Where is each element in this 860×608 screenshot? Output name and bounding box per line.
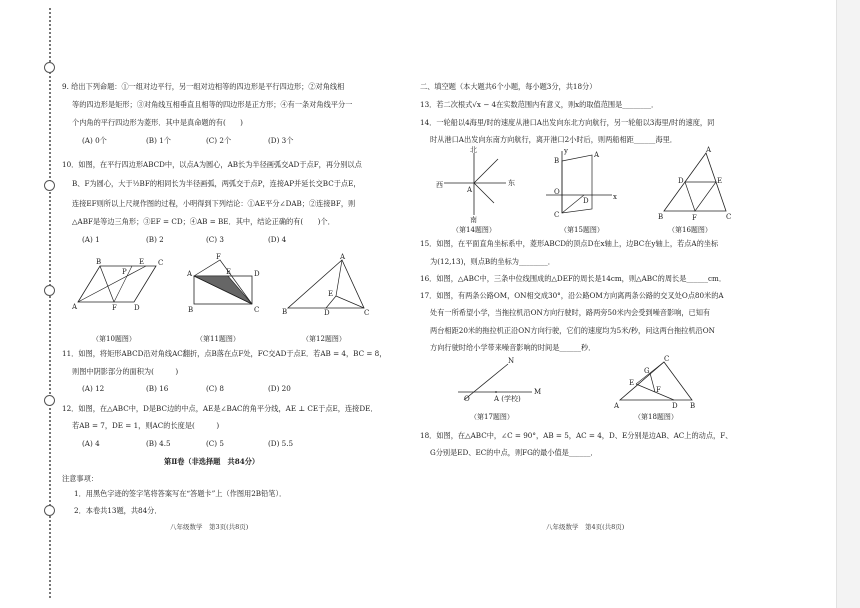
- q11-option-b: (B) 16: [146, 384, 169, 393]
- notes-title: 注意事项：: [62, 474, 98, 483]
- q12-option-b: (B) 4.5: [146, 439, 171, 448]
- fig16-label-c: C: [726, 213, 732, 221]
- note-2: 2．本卷共13题，共84分．: [74, 506, 162, 515]
- fig17-label-m: M: [534, 388, 542, 396]
- fill-in-section-header: 二、填空题（本大题共6个小题，每小题3分，共18分）: [420, 82, 597, 91]
- binding-hole: [44, 505, 55, 516]
- fig14-label-north: 北: [470, 146, 477, 154]
- fig15-label-c: C: [554, 211, 560, 219]
- fig11-label-f: F: [216, 253, 221, 261]
- q9-line1: 9. 给出下列命题：①一组对边平行，另一组对边相等的四边形是平行四边形；②对角线相: [62, 82, 345, 91]
- fig12-label-d: D: [324, 309, 330, 317]
- fig12-label-a: A: [340, 253, 346, 261]
- fig14-label-south: 南: [470, 216, 477, 224]
- caption-fig18: （第18题图）: [634, 413, 678, 421]
- q12-line1: 12．如图，在△ABC中，D是BC边的中点，AE是∠BAC的角平分线，AE ⊥ CE于点E，连接DE．: [62, 404, 378, 413]
- q9-option-a: (A) 0个: [82, 136, 107, 145]
- fig16-label-a: A: [706, 146, 712, 154]
- q10-option-c: (C) 3: [206, 235, 224, 244]
- fig17-label-n: N: [508, 357, 515, 365]
- figure-q10: [72, 256, 167, 316]
- q17-line3: 两台相距20米的拖拉机正沿ON方向行驶，它们的速度均为5米/秒，问这两台拖拉机沿ON: [430, 326, 715, 335]
- fig10-label-a: A: [72, 303, 78, 311]
- fig14-label-west: 西: [436, 181, 443, 189]
- fig17-label-o: O: [464, 395, 470, 403]
- q10-option-d: (D) 4: [268, 235, 287, 244]
- fig11-label-c: C: [254, 306, 260, 314]
- fig11-label-d: D: [254, 270, 260, 278]
- fig15-label-x: x: [613, 193, 617, 201]
- q10-line4: △ABF是等边三角形；③EF = CD；④AB = BE．其中，结论正确的有( )个．: [72, 217, 335, 226]
- q10-line1: 10．如图，在平行四边形ABCD中，以点A为圆心，AB长为半径画弧交AD于点F，再分别以点: [62, 160, 362, 169]
- figure-q16: [654, 147, 734, 226]
- q17-line1: 17．如图，有两条公路OM，ON相交成30°，沿公路OM方向离两条公路的交叉处O点80米的A: [420, 291, 724, 300]
- fig18-label-b: B: [690, 402, 696, 410]
- q15-line1: 15．如图，在平面直角坐标系中，菱形ABCD的顶点D在x轴上，边BC在y轴上，若点A的坐标: [420, 239, 719, 248]
- left-page-footer: 八年级数学 第3页(共8页): [170, 523, 249, 531]
- fig16-label-d: D: [678, 177, 684, 185]
- caption-fig14: （第14题图）: [452, 226, 496, 234]
- fig18-label-d: D: [672, 402, 678, 410]
- fig15-label-b: B: [554, 157, 560, 165]
- fig16-label-e: E: [717, 177, 723, 185]
- q9-line3: 个内角的平行四边形为菱形．其中是真命题的有( ): [72, 118, 243, 127]
- q9-line2: 等的四边形是矩形；③对角线互相垂直且相等的四边形是正方形；④有一条对角线平分一: [72, 100, 353, 109]
- q10-line3: 连接EF则所以上尺规作图的过程，小明得到下列结论：①AE平分∠DAB；②连接BF，则: [72, 199, 356, 208]
- binding-hole: [44, 395, 55, 406]
- page-scroll-edge: [836, 0, 860, 608]
- q17-line2: 处有一所希望小学，当拖拉机沿ON方向行驶时，路两旁50米内会受到噪音影响，已知有: [430, 308, 711, 317]
- caption-fig10: （第10题图）: [92, 335, 136, 343]
- fig12-label-e: E: [328, 290, 334, 298]
- note-1: 1．用黑色字迹的签字笔将答案写在“答题卡”上（作图用2B铅笔）．: [74, 489, 287, 498]
- q18-line1: 18．如图，在△ABC中，∠C = 90°，AB = 5，AC = 4，D、E分别是边AB、AC上的动点，F、: [420, 431, 733, 440]
- binding-hole: [44, 62, 55, 73]
- q10-line2: B、F为圆心，大于½BF的相同长为半径画弧，两弧交于点P，连接AP并延长交BC于点E，: [72, 179, 361, 188]
- q10-option-b: (B) 2: [146, 235, 164, 244]
- figure-q11: [184, 254, 264, 318]
- figure-q15: [540, 147, 620, 226]
- fig12-label-c: C: [364, 309, 370, 317]
- fig14-label-east: 东: [508, 179, 515, 187]
- fig18-label-f: F: [656, 386, 661, 394]
- caption-fig11: （第11题图）: [196, 335, 240, 343]
- caption-fig16: （第16题图）: [668, 226, 712, 234]
- fig10-label-d: D: [134, 304, 140, 312]
- fig10-label-e: E: [139, 258, 145, 266]
- fig15-label-a: A: [594, 151, 600, 159]
- fig17-label-a-school: A (学校): [494, 395, 521, 403]
- q9-option-c: (C) 2个: [206, 136, 232, 145]
- right-page-footer: 八年级数学 第4页(共8页): [546, 523, 625, 531]
- fig11-label-e: E: [226, 268, 232, 276]
- figure-q12: [280, 254, 370, 318]
- q12-option-d: (D) 5.5: [268, 439, 294, 448]
- q14-line1: 14．一轮船以4海里/时的速度从港口A出发向东北方向航行，另一轮船以3海里/时的速度，同: [420, 118, 715, 127]
- binding-hole: [44, 180, 55, 191]
- fig16-label-f: F: [692, 214, 697, 222]
- q11-option-a: (A) 12: [82, 384, 105, 393]
- q9-option-d: (D) 3个: [268, 136, 294, 145]
- q9-option-b: (B) 1个: [146, 136, 171, 145]
- fig11-label-b: B: [188, 306, 194, 314]
- figure-q18: [610, 356, 700, 414]
- fig10-label-p: P: [122, 268, 127, 276]
- q15-line2: 为(12,13)，则点B的坐标为________．: [430, 257, 555, 266]
- q11-option-d: (D) 20: [268, 384, 291, 393]
- q10-option-a: (A) 1: [82, 235, 100, 244]
- section-title-part2: 第Ⅱ卷（非选择题 共84分）: [164, 457, 260, 466]
- fig15-label-d: D: [583, 197, 589, 205]
- q11-line2: 则图中阴影部分的面积为( ): [72, 367, 179, 376]
- q14-line2: 时从港口A出发向东南方向航行，离开港口2小时后，则两船相距______海里．: [430, 135, 677, 144]
- fig16-label-b: B: [658, 213, 664, 221]
- q12-line2: 若AB = 7，DE = 1，则AC的长度是( ): [72, 421, 220, 430]
- q16: 16．如图，△ABC中，三条中位线围成的△DEF的周长是14cm，则△ABC的周长是______cm．: [420, 274, 727, 283]
- fig12-label-b: B: [282, 308, 288, 316]
- figure-q14: [436, 146, 520, 226]
- q11-option-c: (C) 8: [206, 384, 224, 393]
- fig11-label-a: A: [187, 270, 193, 278]
- fig10-label-c: C: [158, 259, 164, 267]
- q13: 13．若二次根式√x − 4在实数范围内有意义，则x的取值范围是________．: [420, 100, 659, 109]
- binding-hole: [44, 285, 55, 296]
- caption-fig17: （第17题图）: [470, 413, 514, 421]
- q18-line2: G分别是ED、EC的中点，则FG的最小值是______．: [430, 448, 598, 457]
- q11-line1: 11．如图，将矩形ABCD沿对角线AC翻折，点B落在点F处，FC交AD于点E．若AB = 4，BC = 8，: [62, 349, 387, 358]
- fig10-label-b: B: [96, 258, 102, 266]
- fig15-label-o: O: [554, 188, 560, 196]
- q17-line4: 方向行驶时给小学带来噪音影响的时间是______秒．: [430, 343, 596, 352]
- caption-fig15: （第15题图）: [560, 226, 604, 234]
- fig14-label-a: A: [467, 186, 473, 194]
- q12-option-c: (C) 5: [206, 439, 224, 448]
- binding-margin: [0, 0, 40, 608]
- fig18-label-c: C: [664, 355, 670, 363]
- fig18-label-a: A: [614, 402, 620, 410]
- fig18-label-g: G: [644, 367, 650, 375]
- figure-q17: [456, 356, 546, 410]
- fig10-label-f: F: [112, 304, 117, 312]
- caption-fig12: （第12题图）: [302, 335, 346, 343]
- fig18-label-e: E: [629, 379, 635, 387]
- q12-option-a: (A) 4: [82, 439, 100, 448]
- fig15-label-y: y: [564, 147, 568, 155]
